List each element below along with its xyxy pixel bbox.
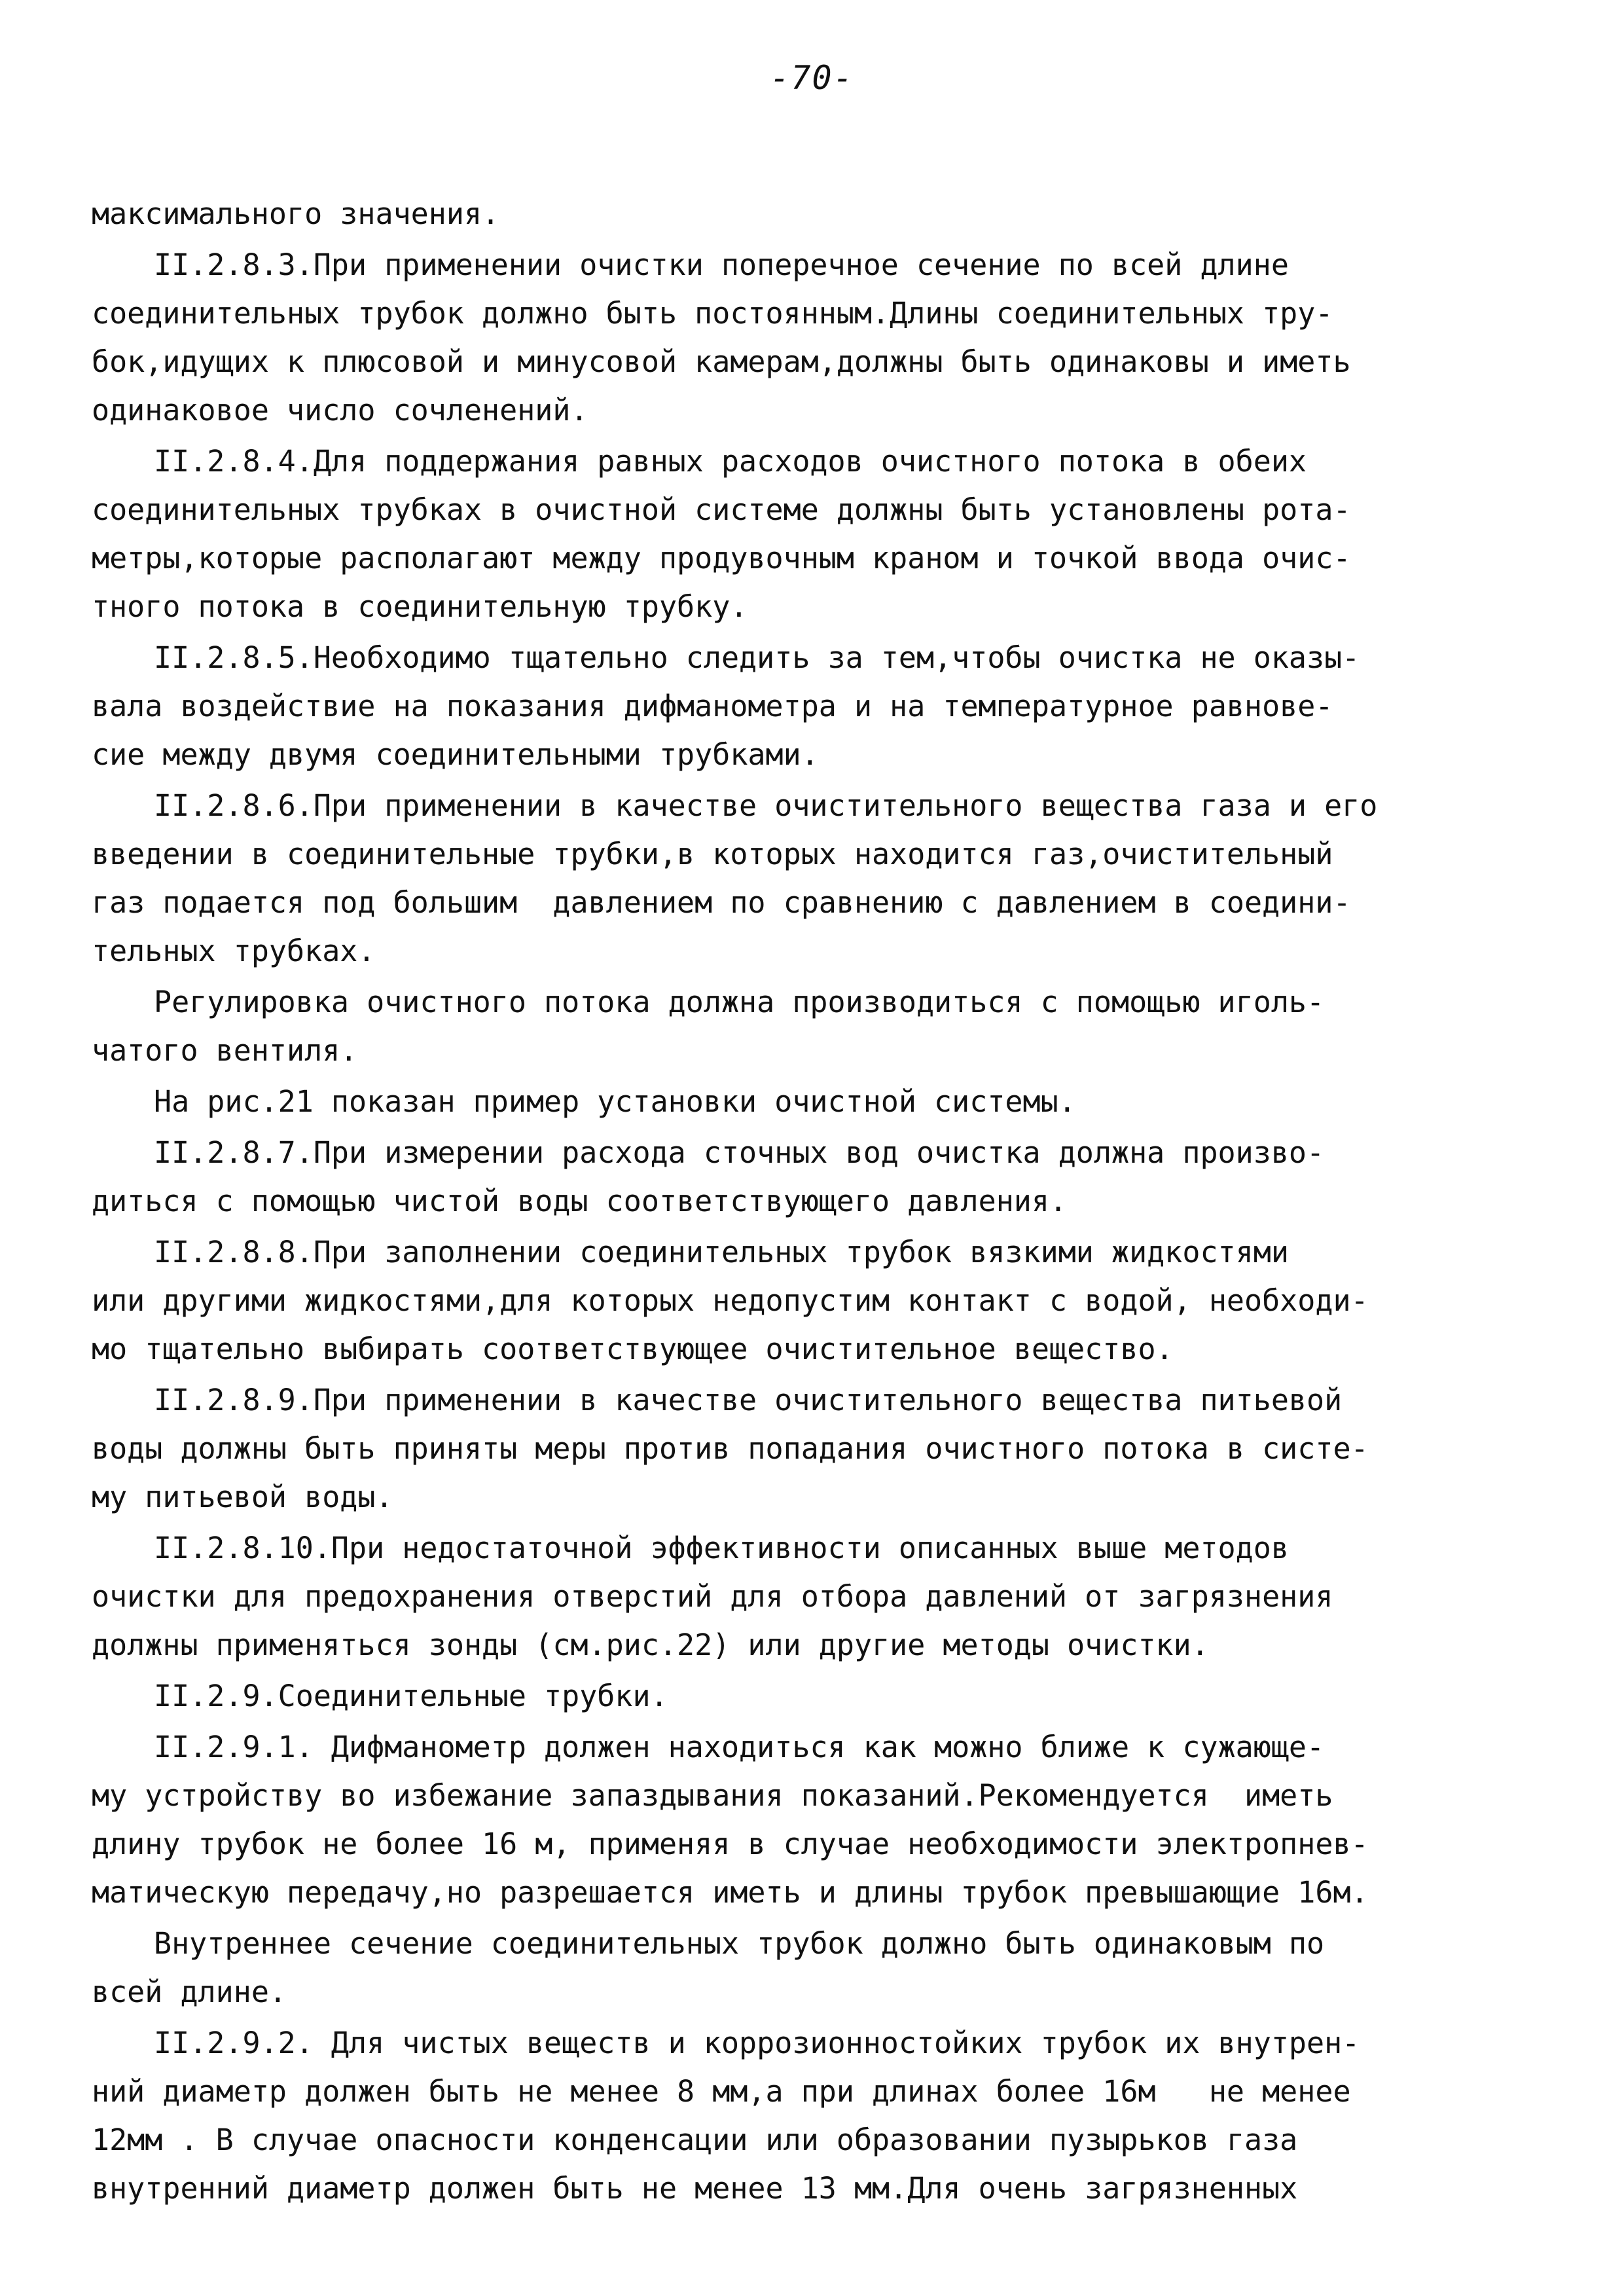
text-line: II.2.8.10.При недостаточной эффективности описанных выше методов: [154, 1531, 1289, 1565]
paragraph-11-2-8-7: [92, 1129, 1538, 1226]
text-line: всей длине.: [92, 1975, 287, 2009]
text-line: тного потока в соединительную трубку.: [92, 589, 748, 624]
text-line: мо тщательно выбирать соответствующее очистительное вещество.: [92, 1332, 1174, 1366]
text-line: II.2.8.4.Для поддержания равных расходов очистного потока в обеих: [154, 444, 1307, 479]
text-line: 12мм . В случае опасности конденсации или образовании пузырьков газа: [92, 2123, 1298, 2157]
text-line: бок,идущих к плюсовой и минусовой камерам,должны быть одинаковы и иметь: [92, 344, 1351, 379]
text-line: матическую передачу,но разрешается иметь и длины трубок превышающие 16м.: [92, 1875, 1369, 1910]
text-line: Внутреннее сечение соединительных трубок должно быть одинаковым по: [154, 1926, 1325, 1961]
text-line: му питьевой воды.: [92, 1480, 393, 1514]
paragraph-11-2-8-6: [92, 782, 1538, 975]
text-line: внутренний диаметр должен быть не менее 13 мм.Для очень загрязненных: [92, 2171, 1298, 2206]
paragraph-11-2-8-10: [92, 1524, 1538, 1669]
paragraph-regulation: [92, 978, 1538, 1075]
text-line: На рис.21 показан пример установки очистной системы.: [154, 1084, 1076, 1119]
text-line: очистки для предохранения отверстий для отбора давлений от загрязнения: [92, 1579, 1333, 1614]
text-line: II.2.9.1. Дифманометр должен находиться как можно ближе к сужающе-: [154, 1730, 1325, 1764]
paragraph-figure-21: [92, 1078, 1538, 1126]
paragraph-11-2-9-1: [92, 1723, 1538, 1917]
paragraph-11-2-8-8: [92, 1228, 1538, 1374]
text-line: ний диаметр должен быть не менее 8 мм,а при длинах более 16м не менее: [92, 2074, 1351, 2109]
body-text: [92, 190, 1538, 2215]
text-line: сие между двумя соединительными трубками.: [92, 737, 819, 772]
text-line: Регулировка очистного потока должна производиться с помощью иголь-: [154, 985, 1325, 1019]
text-line: или другими жидкостями,для которых недопустим контакт с водой, необходи-: [92, 1283, 1369, 1318]
paragraph-11-2-9-2: [92, 2019, 1538, 2213]
text-line: соединительных трубок должно быть постоянным.Длины соединительных тру-: [92, 296, 1333, 331]
text-line: II.2.8.8.При заполнении соединительных трубок вязкими жидкостями: [154, 1235, 1289, 1269]
text-line: газ подается под большим давлением по сравнению с давлением в соедини-: [92, 885, 1351, 920]
text-line: введении в соединительные трубки,в которых находится газ,очистительный: [92, 837, 1333, 871]
section-heading-11-2-9: [92, 1672, 1538, 1721]
paragraph-continuation: [92, 190, 1538, 238]
text-line: вала воздействие на показания дифманометра и на температурное равнове-: [92, 689, 1333, 723]
section-heading: II.2.9.Соединительные трубки.: [154, 1679, 668, 1713]
text-line: II.2.8.5.Необходимо тщательно следить за тем,чтобы очистка не оказы-: [154, 640, 1360, 675]
text-line: II.2.8.9.При применении в качестве очистительного вещества питьевой: [154, 1383, 1343, 1417]
paragraph-11-2-8-4: [92, 437, 1538, 631]
text-line: II.2.8.7.При измерении расхода сточных вод очистка должна произво-: [154, 1135, 1325, 1170]
paragraph-11-2-8-5: [92, 634, 1538, 779]
text-line: воды должны быть приняты меры против попадания очистного потока в систе-: [92, 1431, 1369, 1466]
text-line: соединительных трубках в очистной системе должны быть установлены рота-: [92, 492, 1351, 527]
text-line: должны применяться зонды (см.рис.22) или другие методы очистки.: [92, 1628, 1209, 1662]
text-line: II.2.9.2. Для чистых веществ и коррозионностойких трубок их внутрен-: [154, 2026, 1360, 2060]
text-line: му устройству во избежание запаздывания показаний.Рекомендуется иметь: [92, 1778, 1333, 1813]
paragraph-11-2-8-3: [92, 241, 1538, 435]
text-line: II.2.8.3.При применении очистки поперечное сечение по всей длине: [154, 247, 1289, 282]
text-line: одинаковое число сочленений.: [92, 393, 588, 428]
text-line: II.2.8.6.При применении в качестве очистительного вещества газа и его: [154, 788, 1378, 823]
text-line: чатого вентиля.: [92, 1033, 358, 1068]
paragraph-11-2-8-9: [92, 1376, 1538, 1522]
text-line: длину трубок не более 16 м, применяя в случае необходимости электропнев-: [92, 1827, 1369, 1861]
paragraph-inner-section: [92, 1920, 1538, 2016]
text-line: метры,которые располагают между продувочным краном и точкой ввода очис-: [92, 541, 1351, 575]
text-line: диться с помощью чистой воды соответствующего давления.: [92, 1184, 1068, 1218]
text-line: максимального значения.: [92, 196, 500, 231]
page-number: -70-: [770, 59, 854, 97]
text-line: тельных трубках.: [92, 934, 376, 968]
